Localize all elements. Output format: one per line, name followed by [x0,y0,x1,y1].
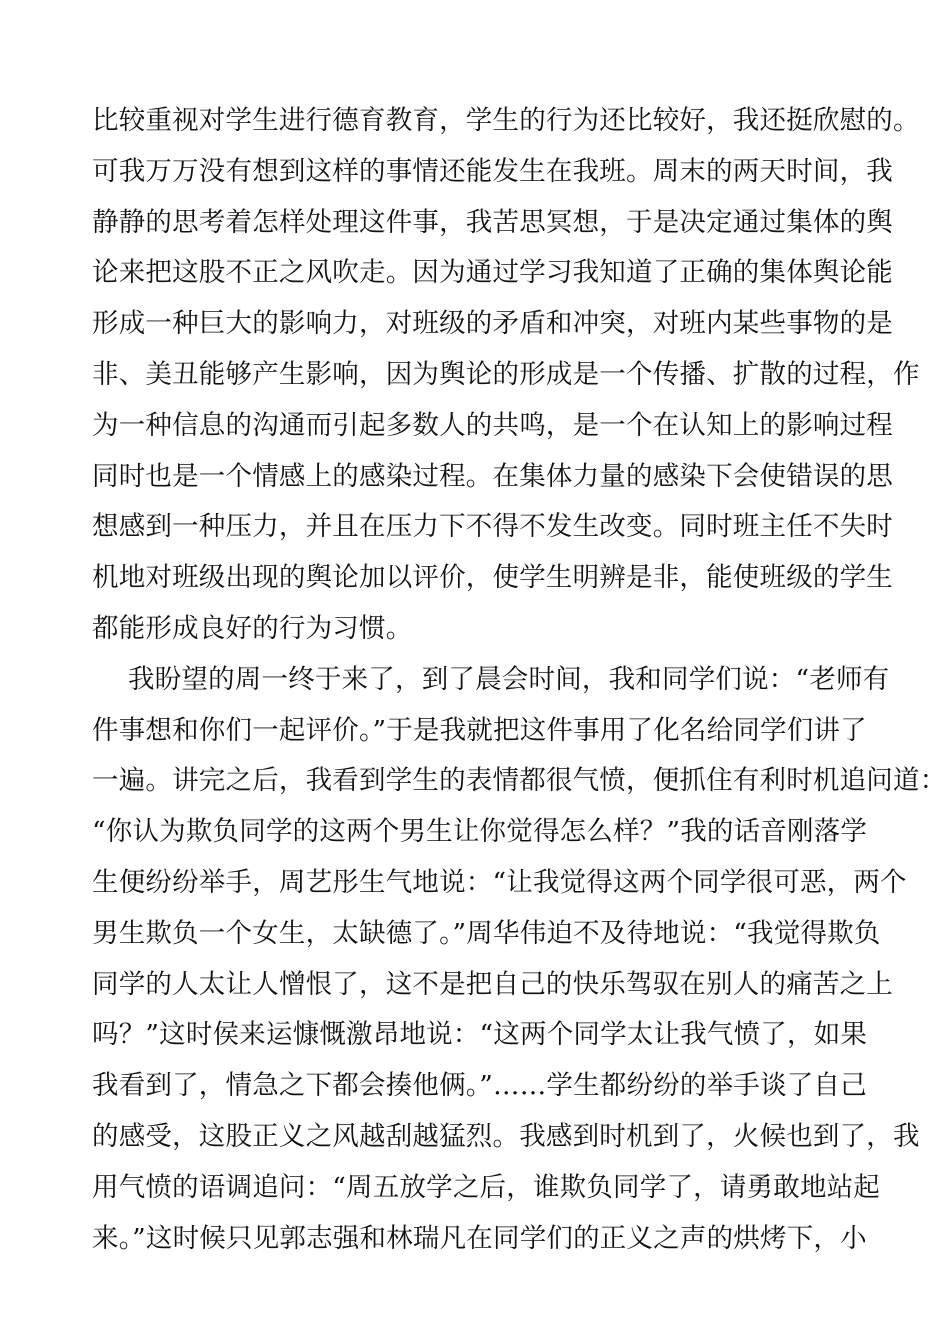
text-line: “你认为欺负同学的这两个男生让你觉得怎么样？”我的话音刚落学 [92,816,868,848]
text-line: 我看到了，情急之下都会揍他俩。”……学生都纷纷的举手谈了自己 [92,1070,867,1102]
text-line: 用气愤的语调追问：“周五放学之后，谁欺负同学了，请勇敢地站起 [92,1171,881,1203]
body-text [92,96,947,1264]
text-line: 同时也是一个情感上的感染过程。在集体力量的感染下会使错误的思 [92,460,893,492]
text-line: 非、美丑能够产生影响，因为舆论的形成是一个传播、扩散的过程，作 [92,358,920,390]
text-line: 同学的人太让人憎恨了，这不是把自己的快乐驾驭在别人的痛苦之上 [92,968,893,1000]
text-line: 比较重视对学生进行德育教育，学生的行为还比较好，我还挺欣慰的。 [92,105,920,136]
text-line: 都能形成良好的行为习惯。 [92,612,413,644]
paragraph-1 [92,96,920,655]
text-line: 生便纷纷举手，周艺彤生气地说：“让我觉得这两个同学很可恶，两个 [92,866,907,898]
text-line: 为一种信息的沟通而引起多数人的共鸣，是一个在认知上的影响过程 [92,409,893,441]
text-line: 男生欺负一个女生，太缺德了。”周华伟迫不及待地说：“我觉得欺负 [92,917,881,949]
text-line: 件事想和你们一起评价。”于是我就把这件事用了化名给同学们讲了 [92,714,867,746]
text-line: 来。”这时候只见郭志强和林瑞凡在同学们的正义之声的烘烤下，小 [92,1222,867,1254]
text-line: 我盼望的周一终于来了，到了晨会时间，我和同学们说：“老师有 [128,663,890,695]
paragraph-2 [92,655,947,1265]
text-line: 可我万万没有想到这样的事情还能发生在我班。周末的两天时间，我 [92,155,893,187]
text-line: 静静的思考着怎样处理这件事，我苦思冥想，于是决定通过集体的舆 [92,206,893,238]
text-line: 吗？”这时侯来运慷慨激昂地说：“这两个同学太让我气愤了，如果 [92,1019,868,1051]
text-line: 一遍。讲完之后，我看到学生的表情都很气愤，便抓住有利时机追问道： [92,765,947,797]
text-line: 论来把这股不正之风吹走。因为通过学习我知道了正确的集体舆论能 [92,257,893,289]
text-line: 的感受，这股正义之风越刮越猛烈。我感到时机到了，火候也到了，我 [92,1120,920,1152]
text-line: 形成一种巨大的影响力，对班级的矛盾和冲突，对班内某些事物的是 [92,308,893,340]
text-line: 机地对班级出现的舆论加以评价，使学生明辨是非，能使班级的学生 [92,562,893,594]
text-line: 想感到一种压力，并且在压力下不得不发生改变。同时班主任不失时 [92,511,893,543]
